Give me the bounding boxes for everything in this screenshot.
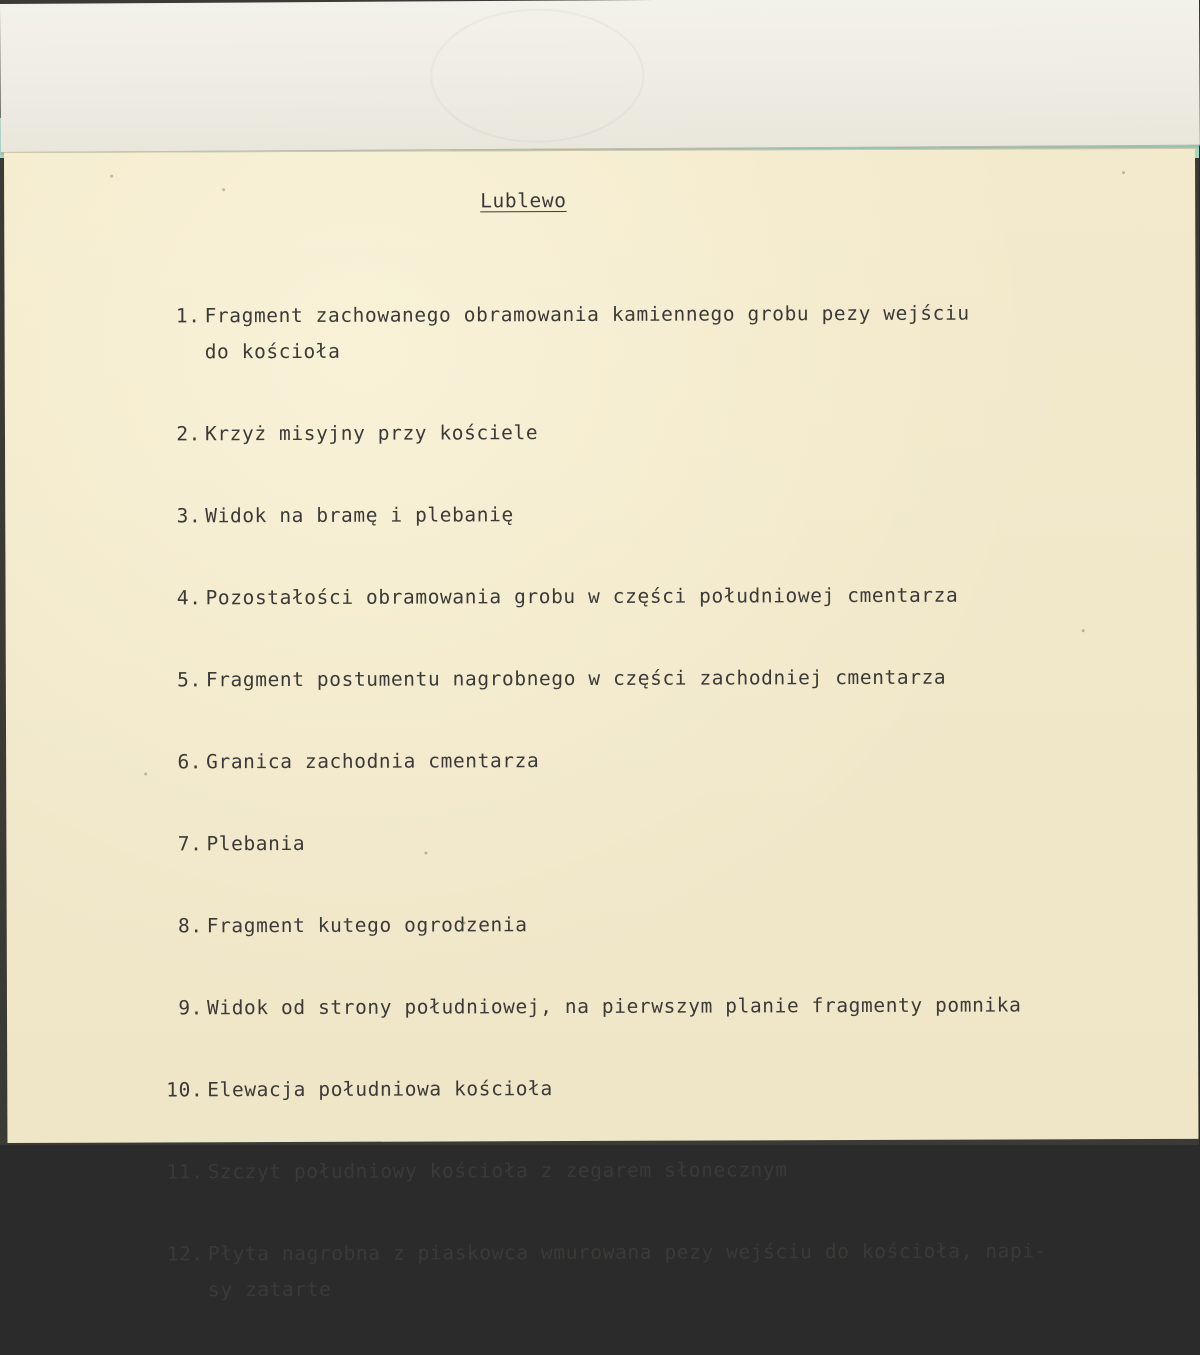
list-item: [145, 295, 1044, 370]
list-item: [146, 741, 1045, 780]
item-number: 9.: [178, 996, 204, 1020]
item-text: Widok od strony południowej, na pierwszym planie fragmenty pomnika: [206, 993, 1022, 1020]
item-number: 12.: [166, 1242, 204, 1266]
item-text: Elewacja południowa kościoła: [207, 1077, 553, 1102]
item-number: 8.: [177, 914, 203, 938]
item-text: Fragment kutego ogrodzenia: [206, 913, 528, 938]
item-text: Plebania: [206, 831, 306, 856]
item-text: Płyta nagrobna z piaskowca wmurowana pezy wejściu do kościoła, napi- sy zatarte: [207, 1239, 1048, 1302]
list-item: [147, 1069, 1046, 1108]
list-item: [148, 1233, 1047, 1308]
list-item: [145, 495, 1044, 534]
document-title: Lublewo: [480, 189, 567, 213]
list-item: [147, 987, 1046, 1026]
list-item: [145, 577, 1044, 616]
item-number: 1.: [175, 304, 201, 328]
item-number: 11.: [166, 1160, 204, 1184]
item-number: 5.: [177, 668, 202, 692]
item-text: Fragment postumentu nagrobnego w części zachodniej cmentarza: [205, 665, 947, 692]
item-text: Fragment zachowanego obramowania kamiennego grobu pezy wejściu do kościoła: [204, 301, 970, 364]
list-item: [148, 1151, 1047, 1190]
item-number: 2.: [176, 422, 202, 446]
item-number: 10.: [166, 1078, 204, 1102]
paper-speck: [1082, 629, 1085, 632]
list-item: [146, 823, 1045, 862]
paper-speck: [110, 175, 113, 178]
item-text: Granica zachodnia cmentarza: [206, 749, 540, 774]
list-item: [146, 659, 1045, 698]
paper-speck: [1122, 171, 1125, 174]
item-number: 6.: [177, 750, 203, 774]
item-text: Szczyt południowy kościoła z zegarem słonecznym: [207, 1158, 788, 1184]
item-text: Pozostałości obramowania grobu w części południowej cmentarza: [205, 583, 959, 610]
item-number: 4.: [176, 586, 202, 610]
item-number: 7.: [177, 832, 203, 856]
paper-page: [4, 148, 1198, 1302]
list-item: [147, 905, 1046, 944]
list-item: [145, 413, 1044, 452]
paper-speck: [222, 188, 225, 191]
overlapping-sheet: [0, 0, 1200, 153]
faded-stamp: [430, 8, 645, 143]
item-text: Krzyż misyjny przy kościele: [204, 421, 539, 446]
item-text: Widok na bramę i plebanię: [205, 503, 514, 528]
item-number: 3.: [176, 504, 202, 528]
photo-list: [144, 249, 1047, 1354]
